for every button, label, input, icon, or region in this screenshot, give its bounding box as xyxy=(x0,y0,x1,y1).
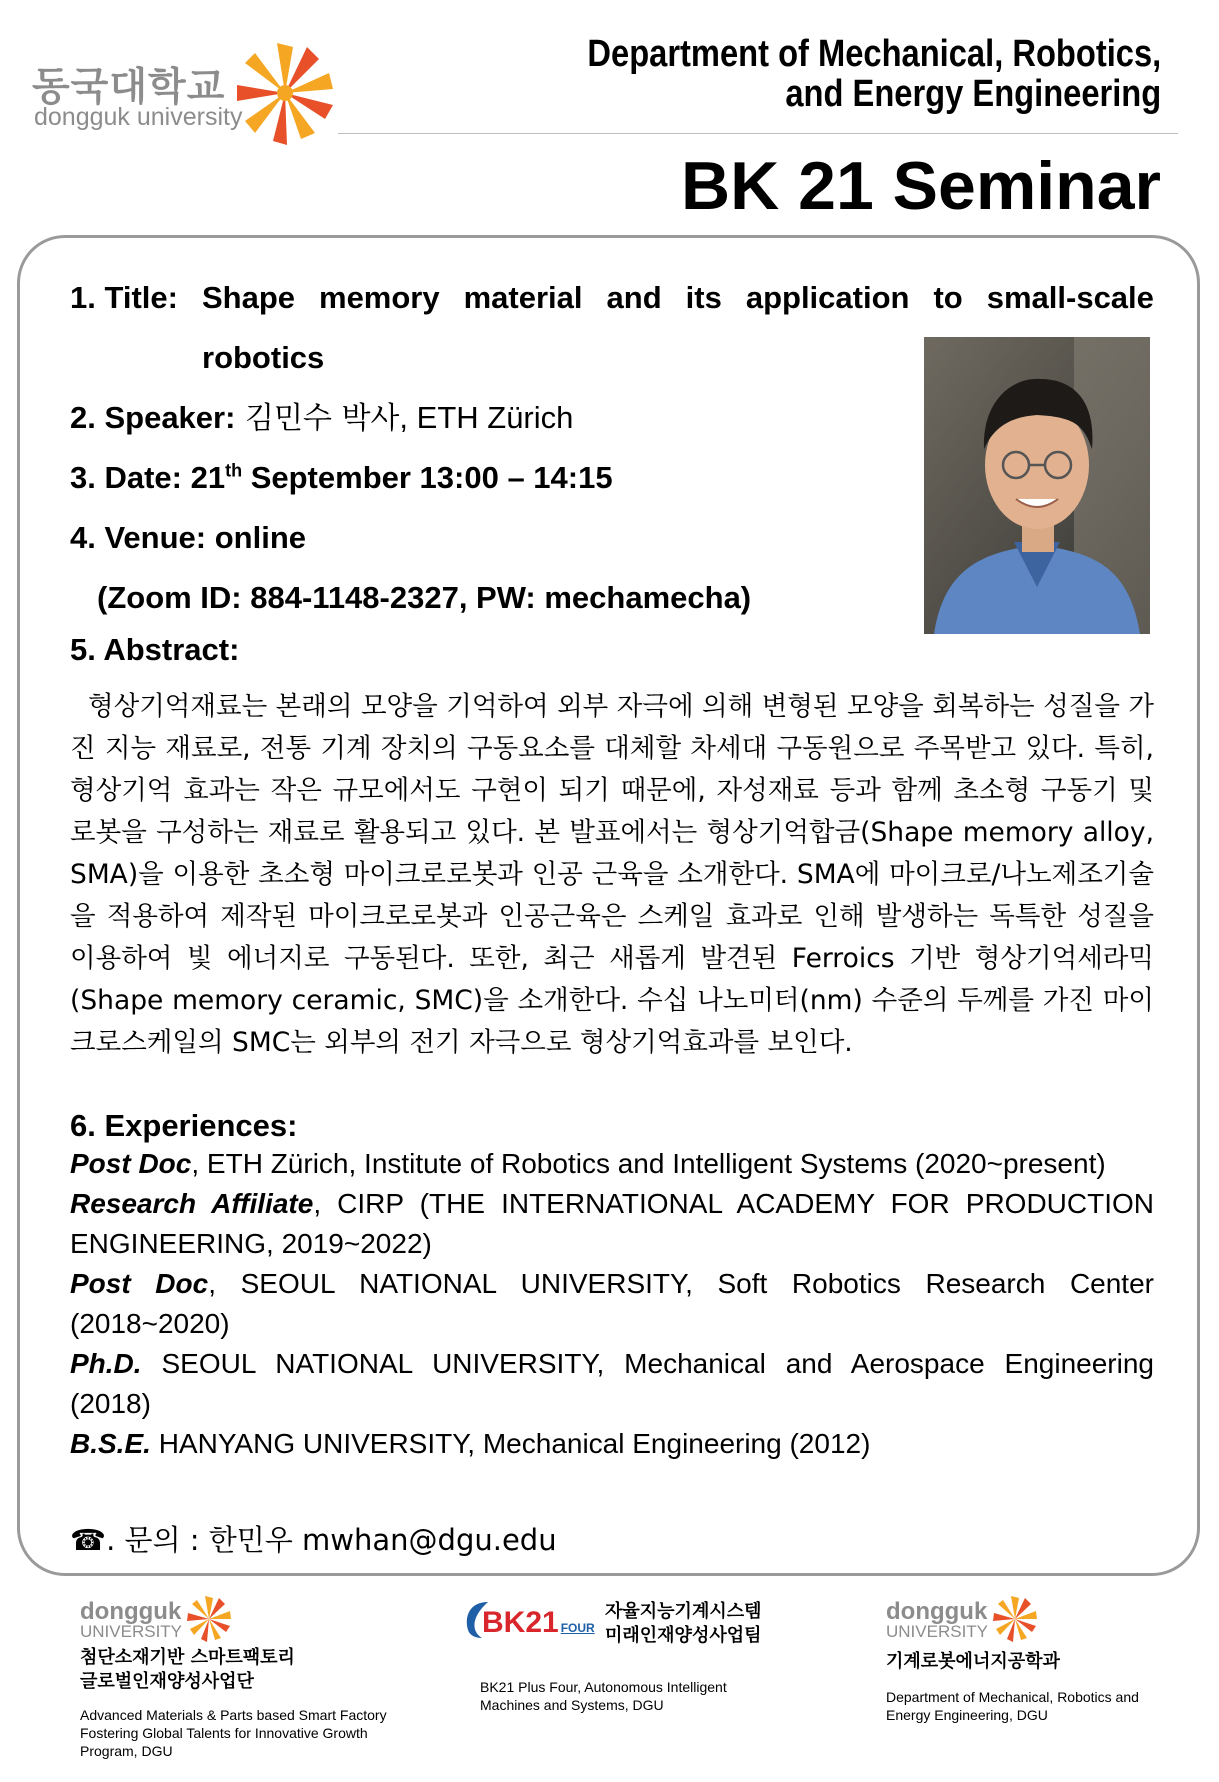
title-word: memory xyxy=(319,280,440,315)
experience-detail: , ETH Zürich, Institute of Robotics and Intelligent Systems (2020~present) xyxy=(191,1148,1106,1179)
date-suffix: th xyxy=(225,460,243,481)
footer-center-en-2: Machines and Systems, DGU xyxy=(480,1697,664,1713)
logo-english: dongguk university xyxy=(34,103,243,131)
sunburst-logo-icon xyxy=(990,1594,1040,1644)
date-time: September 13:00 – 14:15 xyxy=(242,460,613,495)
speaker-label: 2. Speaker: xyxy=(70,400,236,435)
experience-item xyxy=(70,1184,1154,1264)
experience-item xyxy=(70,1344,1154,1424)
speaker-affiliation: , ETH Zürich xyxy=(399,400,574,435)
title-line xyxy=(70,278,1154,318)
title-word: its xyxy=(685,280,722,315)
seminar-title: BK 21 Seminar xyxy=(681,148,1161,224)
venue-line xyxy=(70,518,306,558)
experience-detail: SEOUL NATIONAL UNIVERSITY, Mechanical and Aerospace Engineering (2018) xyxy=(70,1348,1154,1419)
contact-line xyxy=(70,1520,557,1560)
department-line-2: and Energy Engineering xyxy=(785,73,1161,115)
header-divider xyxy=(338,133,1178,134)
experience-role: Research Affiliate xyxy=(70,1188,314,1219)
logo-korean: 동국대학교 xyxy=(32,65,226,110)
title-word: Shape xyxy=(201,280,295,315)
date-line xyxy=(70,458,613,498)
footer-right-en-2: Energy Engineering, DGU xyxy=(886,1707,1048,1723)
sunburst-logo-icon xyxy=(230,38,340,148)
title-word: and xyxy=(606,280,662,315)
title-word: material xyxy=(463,280,583,315)
experience-detail: , SEOUL NATIONAL UNIVERSITY, Soft Robotics Research Center (2018~2020) xyxy=(70,1268,1154,1339)
footer-right-brand: dongguk xyxy=(886,1598,988,1625)
footer-center-en-1: BK21 Plus Four, Autonomous Intelligent xyxy=(480,1679,727,1695)
experience-detail: HANYANG UNIVERSITY, Mechanical Engineering (2012) xyxy=(150,1428,871,1459)
footer-left-ko-1: 첨단소재기반 스마트팩토리 xyxy=(80,1647,295,1668)
department-line-1: Department of Mechanical, Robotics, xyxy=(587,33,1161,75)
sunburst-logo-icon xyxy=(184,1594,234,1644)
bk21-logo xyxy=(482,1606,595,1645)
speaker-photo xyxy=(924,337,1150,634)
date-label: 3. Date: xyxy=(70,460,182,495)
footer-left-ko-2: 글로벌인재양성사업단 xyxy=(80,1671,254,1692)
bk21-logo-text: BK21 xyxy=(482,1606,559,1639)
footer-center-ko-2: 미래인재양성사업팀 xyxy=(605,1625,762,1646)
abstract-label: 5. Abstract: xyxy=(70,632,240,667)
title-word: to xyxy=(933,280,963,315)
dongguk-logo xyxy=(30,38,350,138)
footer-left-brand: dongguk xyxy=(80,1598,182,1625)
experiences-label: 6. Experiences: xyxy=(70,1108,298,1143)
venue-value: online xyxy=(206,520,306,555)
experience-item xyxy=(70,1264,1154,1344)
experience-role: Post Doc xyxy=(70,1268,209,1299)
footer-center-ko-1: 자율지능기계시스템 xyxy=(605,1601,762,1622)
title-label: 1. Title: xyxy=(70,280,178,315)
experience-detail: , CIRP (THE INTERNATIONAL ACADEMY FOR PRODUCTION ENGINEERING, 2019~2022) xyxy=(70,1188,1154,1259)
footer-right-brand-sub: UNIVERSITY xyxy=(886,1622,989,1641)
abstract-text: 형상기억재료는 본래의 모양을 기억하여 외부 자극에 의해 변형된 모양을 회복하는 성질을 가진 지능 재료로, 전통 기계 장치의 구동요소를 대체할 차세대 구동원으로 주목받고 있다. 특히, 형상기억 효과는 작은 규모에서도 구현이 되기 때문에, 자성재료 등과 함께 초소형 구동기 및 로봇을 구성하는 재료로 활용되고 있다. 본 발표에서는 형상기억합금(Shape memory alloy, SMA)을 이용한 초소형 마이크로로봇과 인공 근육을 소개한다. SMA에 마이크로/나노제조기술을 적용하여 제작된 마이크로로봇과 인공근육은 스케일 효과로 인해 발생하는 독특한 성질을 이용하여 빛 에너지로 구동된다. 또한, 최근 새롭게 발견된 Ferroics 기반 형상기억세라믹(Shape memory ceramic, SMC)을 소개한다. 수십 나노미터(nm) 수준의 두께를 가진 마이크로스케일의 SMC는 외부의 전기 자극으로 형상기억효과를 보인다. xyxy=(70,691,1154,1058)
footer-right-block xyxy=(886,1598,1176,1738)
experience-item xyxy=(70,1144,1154,1184)
zoom-info: (Zoom ID: 884-1148-2327, PW: mechamecha) xyxy=(97,580,752,615)
footer-left-block xyxy=(80,1598,410,1758)
footer-left-brand-sub: UNIVERSITY xyxy=(80,1622,183,1641)
department-name xyxy=(587,34,1161,114)
venue-label: 4. Venue: xyxy=(70,520,207,555)
footer-left-en-1: Advanced Materials & Parts based Smart Factory xyxy=(80,1707,387,1723)
experience-role: Post Doc xyxy=(70,1148,192,1179)
phone-icon: ☎ xyxy=(70,1523,107,1557)
title-word: small-scale xyxy=(986,280,1154,315)
speaker-line xyxy=(70,398,573,439)
title-continuation: robotics xyxy=(202,340,325,375)
speaker-name: 김민수 박사 xyxy=(235,401,400,436)
footer-center-block xyxy=(462,1598,802,1713)
experience-item xyxy=(70,1424,1154,1464)
footer-left-en-3: Program, DGU xyxy=(80,1743,173,1759)
footer-left-en-2: Fostering Global Talents for Innovative Growth xyxy=(80,1725,368,1741)
experience-role: B.S.E. xyxy=(70,1428,151,1459)
experience-role: Ph.D. xyxy=(70,1348,142,1379)
contact-text: . 문의 : 한민우 mwhan@dgu.edu xyxy=(106,1523,557,1557)
footer-right-en-1: Department of Mechanical, Robotics and xyxy=(886,1689,1139,1705)
title-word: application xyxy=(745,280,910,315)
date-day: 21 xyxy=(181,460,226,495)
footer-right-ko-1: 기계로봇에너지공학과 xyxy=(886,1651,1060,1672)
bk21-logo-sub: FOUR xyxy=(560,1621,595,1635)
